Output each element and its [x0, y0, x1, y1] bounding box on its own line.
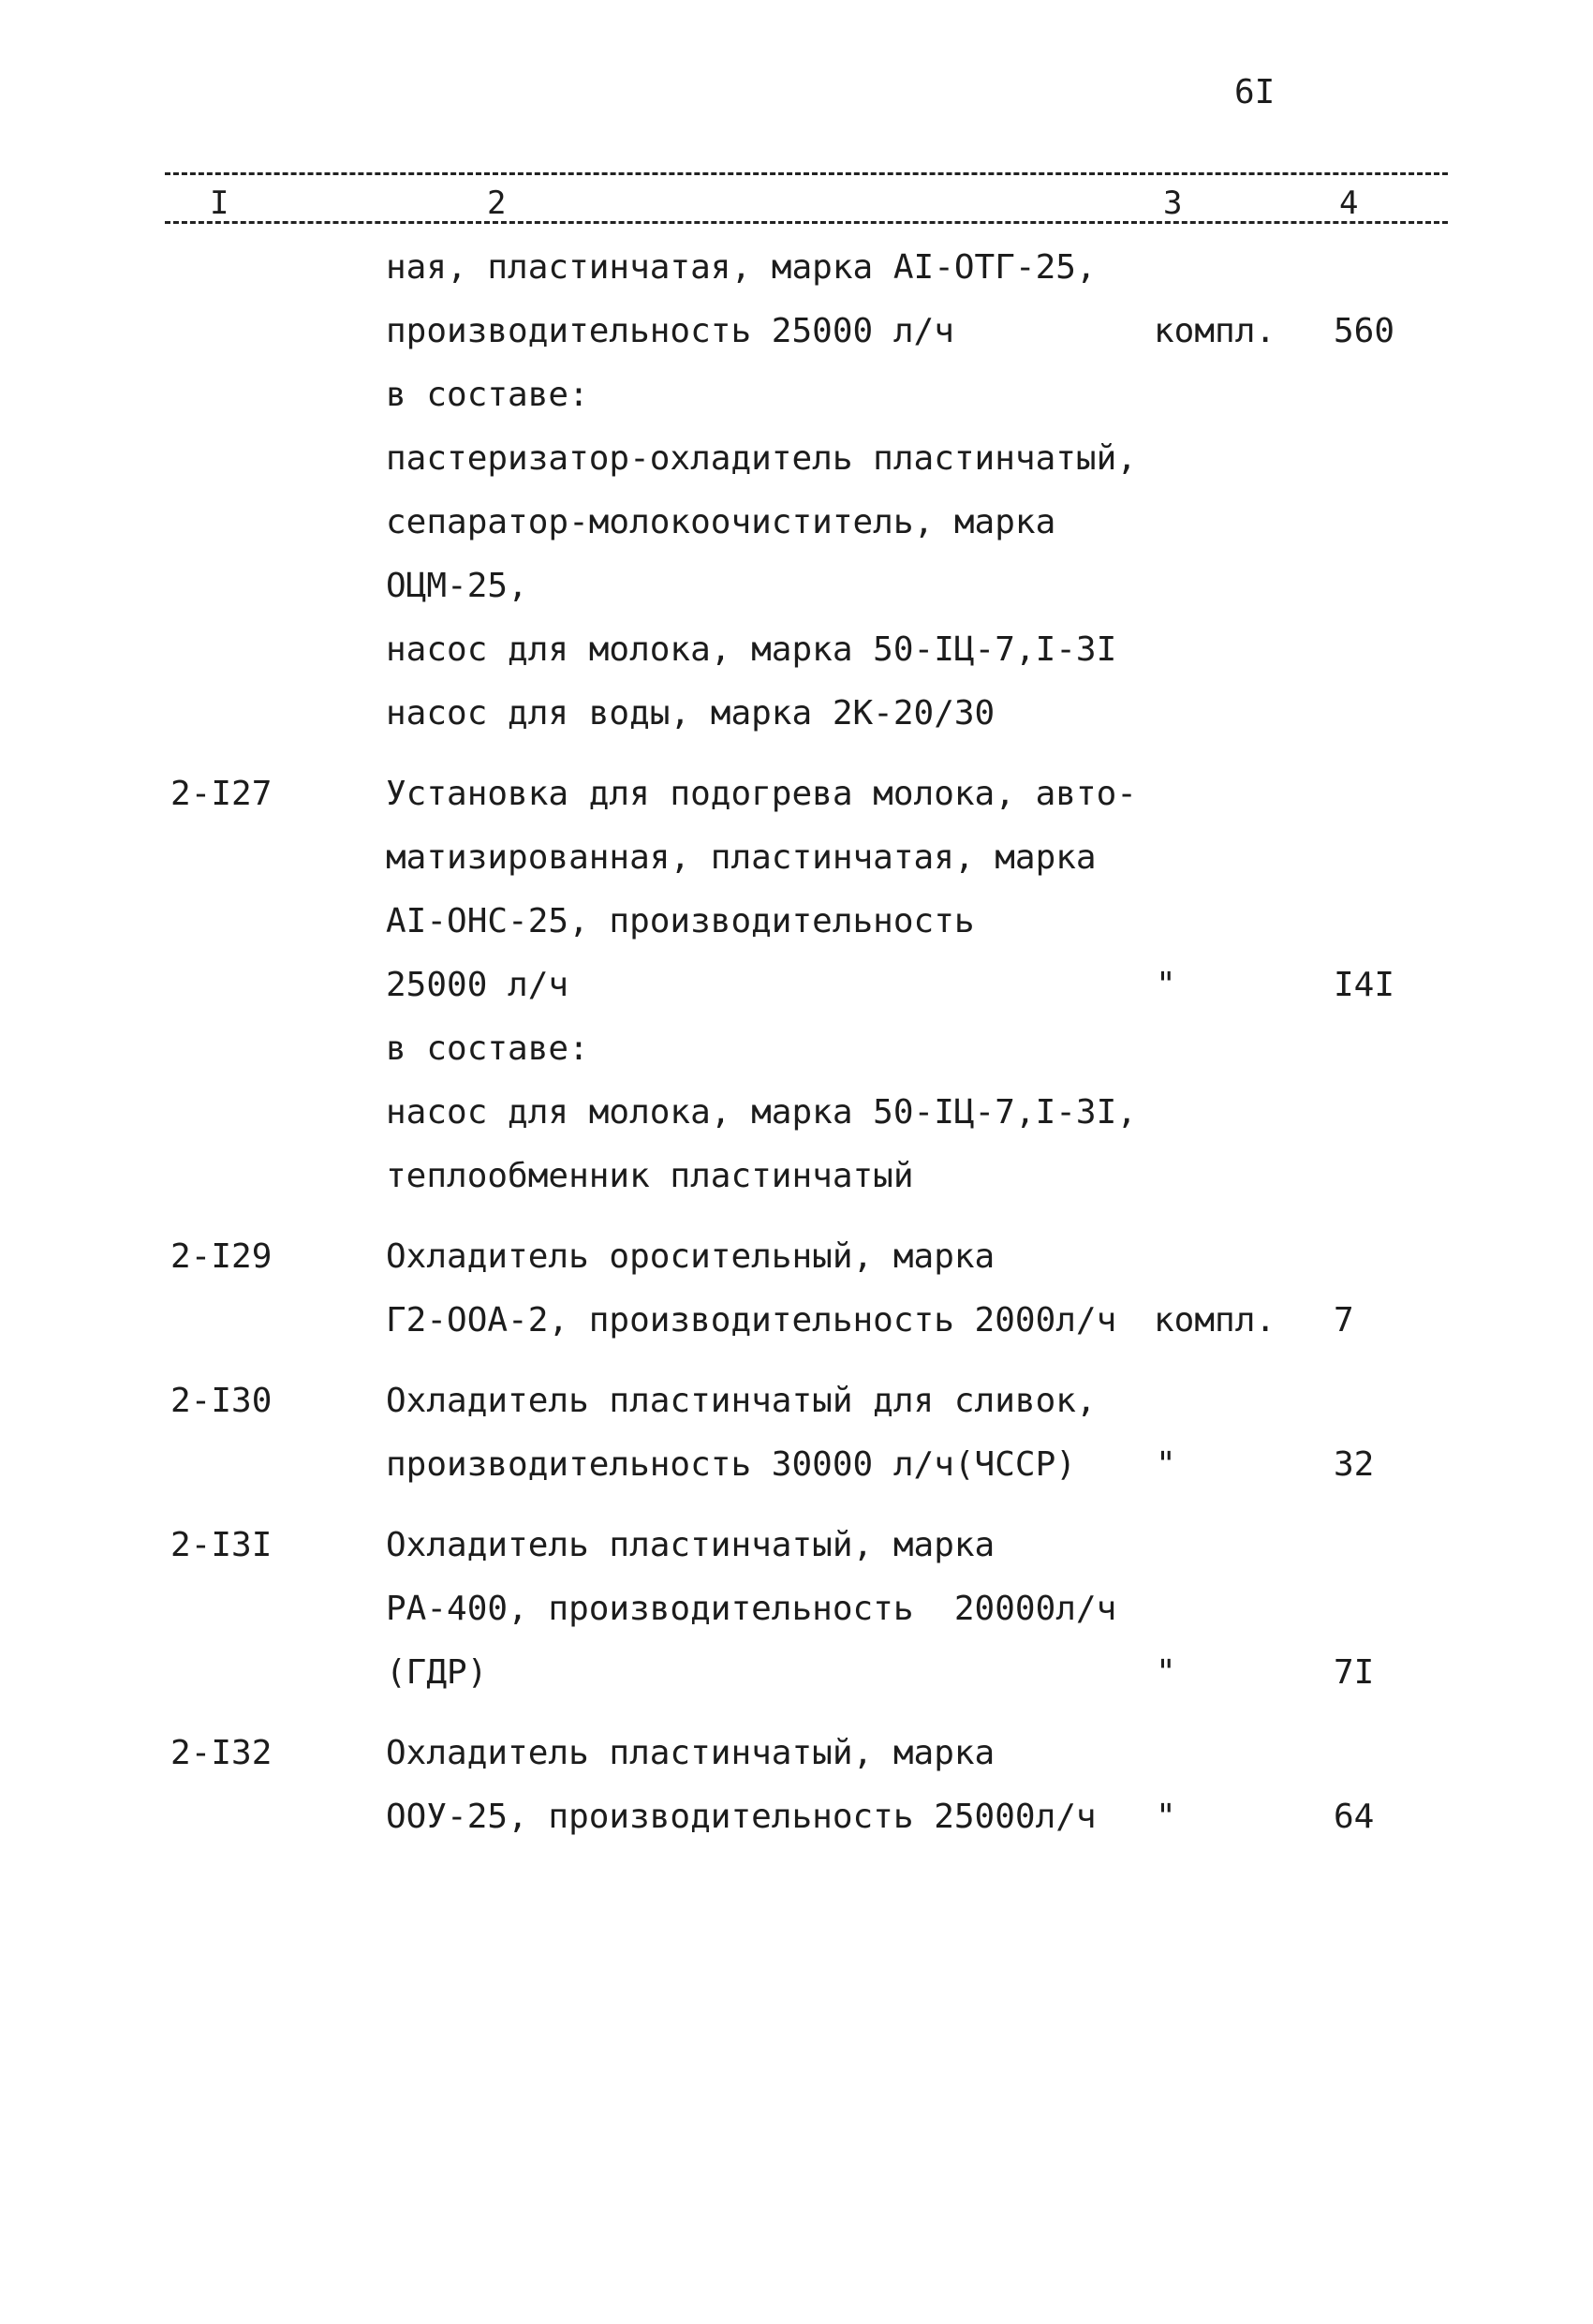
quantity-cell: 560: [1334, 312, 1395, 350]
description-line: 25000 л/ч: [386, 966, 569, 1004]
description-line: теплообменник пластинчатый: [386, 1157, 914, 1195]
column-header-2: 2: [481, 187, 511, 219]
description-line: Г2-ООА-2, производительность 2000л/ч: [386, 1301, 1117, 1340]
description-line: АI-ОНС-25, производительность: [386, 902, 975, 940]
quantity-cell: 7I: [1334, 1653, 1375, 1692]
description-line: насос для молока, марка 50-IЦ-7,I-3I,: [386, 1093, 1137, 1132]
description-line: ная, пластинчатая, марка АI-ОТГ-25,: [386, 248, 1097, 287]
page-number: 6I: [1234, 73, 1276, 111]
description-line: Охладитель пластинчатый для сливок,: [386, 1382, 1097, 1420]
description-line: производительность 25000 л/ч: [386, 312, 954, 350]
unit-cell: компл.: [1154, 312, 1276, 350]
header-rule-bottom: [165, 221, 1448, 224]
quantity-cell: 7: [1334, 1301, 1354, 1340]
item-code: 2-I32: [170, 1734, 273, 1772]
item-code: 2-I30: [170, 1382, 273, 1420]
column-header-1: I: [204, 187, 234, 219]
description-line: в составе:: [386, 1029, 589, 1068]
quantity-cell: 64: [1334, 1798, 1375, 1836]
description-line: пастеризатор-охладитель пластинчатый,: [386, 439, 1137, 478]
description-line: насос для воды, марка 2К-20/30: [386, 694, 996, 733]
description-line: ОЦМ-25,: [386, 567, 528, 605]
unit-cell: ": [1156, 1653, 1176, 1692]
description-line: Охладитель оросительный, марка: [386, 1237, 996, 1276]
description-line: ООУ-25, производительность 25000л/ч: [386, 1798, 1097, 1836]
column-header-3: 3: [1158, 187, 1187, 219]
item-code: 2-I3I: [170, 1526, 273, 1564]
item-code: 2-I27: [170, 775, 273, 813]
description-line: Охладитель пластинчатый, марка: [386, 1734, 996, 1772]
quantity-cell: I4I: [1334, 966, 1395, 1004]
column-header-4: 4: [1334, 187, 1364, 219]
description-line: насос для молока, марка 50-IЦ-7,I-3I: [386, 630, 1117, 669]
item-code: 2-I29: [170, 1237, 273, 1276]
unit-cell: ": [1156, 1445, 1176, 1484]
unit-cell: ": [1156, 966, 1176, 1004]
description-line: сепаратор-молокоочиститель, марка: [386, 503, 1056, 541]
description-line: в составе:: [386, 376, 589, 414]
description-line: Охладитель пластинчатый, марка: [386, 1526, 996, 1564]
description-line: производительность 30000 л/ч(ЧССР): [386, 1445, 1076, 1484]
description-line: матизированная, пластинчатая, марка: [386, 838, 1097, 877]
unit-cell: ": [1156, 1798, 1176, 1836]
description-line: (ГДР): [386, 1653, 488, 1692]
unit-cell: компл.: [1154, 1301, 1276, 1340]
quantity-cell: 32: [1334, 1445, 1375, 1484]
description-line: Установка для подогрева молока, авто-: [386, 775, 1137, 813]
header-rule-top: [165, 172, 1448, 175]
description-line: РА-400, производительность 20000л/ч: [386, 1590, 1117, 1628]
